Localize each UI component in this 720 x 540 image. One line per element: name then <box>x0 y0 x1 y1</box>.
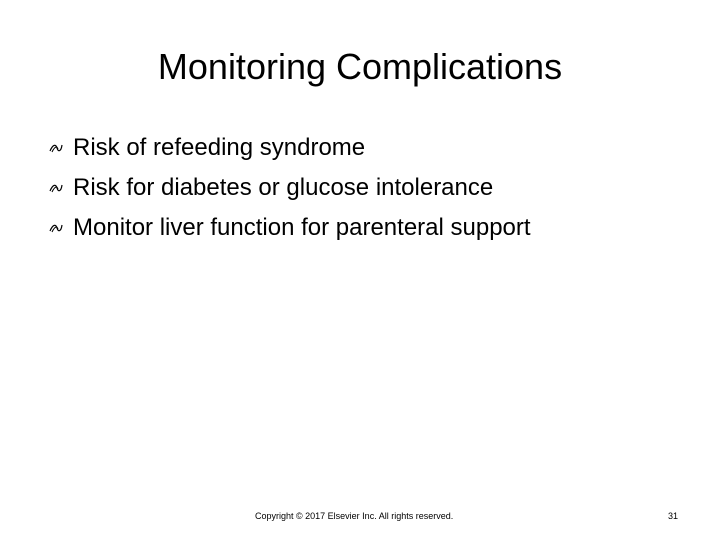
bullet-text: Risk of refeeding syndrome <box>73 134 366 161</box>
scroll-bullet-icon <box>49 182 63 194</box>
page-number: 31 <box>667 511 678 521</box>
scroll-bullet-icon <box>49 142 63 154</box>
bullet-item <box>0 130 720 170</box>
slide-footer <box>0 508 720 524</box>
scroll-bullet-icon <box>49 222 63 234</box>
copyright-notice: Copyright © 2017 Elsevier Inc. All rights reserved. <box>255 511 454 521</box>
slide-title: Monitoring Complications <box>157 46 563 87</box>
bullet-text: Monitor liver function for parenteral support <box>73 214 531 241</box>
bullet-list <box>0 130 720 250</box>
bullet-item <box>0 210 720 250</box>
bullet-text: Risk for diabetes or glucose intolerance <box>73 174 494 201</box>
bullet-item <box>0 170 720 210</box>
